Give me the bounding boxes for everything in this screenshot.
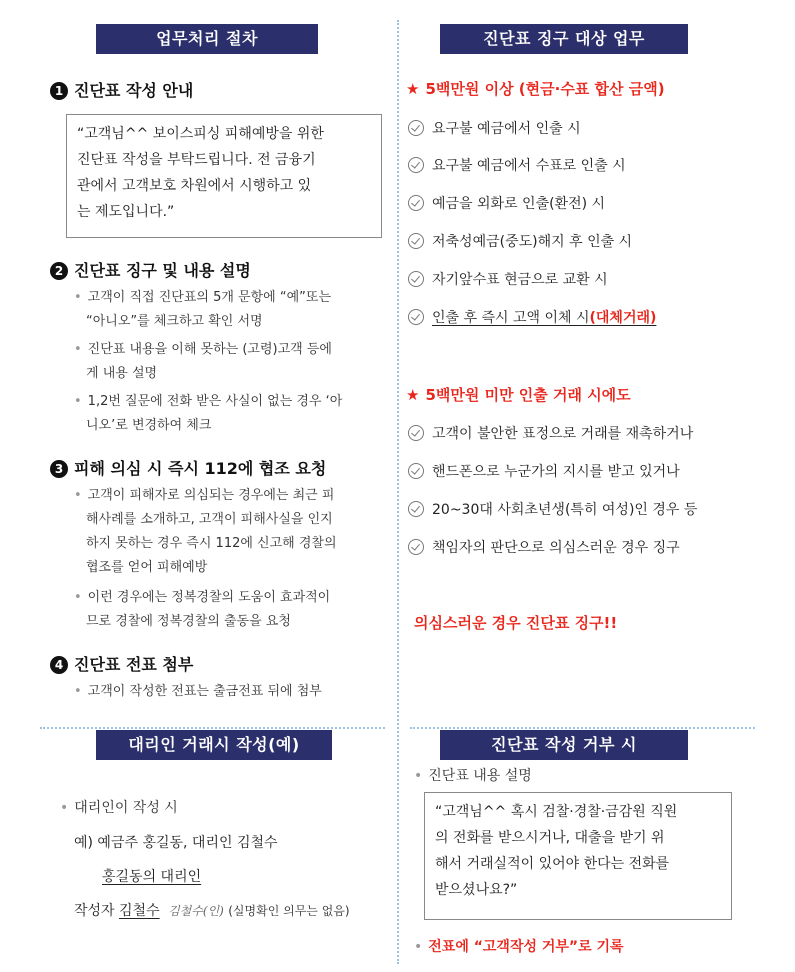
check-circle-icon: [408, 501, 424, 517]
number-4-icon: 4: [50, 656, 68, 674]
section2-title: [50, 258, 251, 281]
check-circle-icon: [408, 195, 424, 211]
over-5m-heading: ★ 5백만원 이상 (현금·수표 합산 금액): [406, 80, 665, 98]
quote-line: 진단표 작성을 부탁드립니다. 전 금융기: [77, 152, 316, 168]
section2-bullet-2: • 진단표 내용을 이해 못하는 (고령)고객 등에 게 내용 설명: [74, 342, 332, 381]
section4-title: [50, 652, 193, 675]
section3-title-text: 피해 의심 시 즉시 112에 협조 요청: [74, 459, 327, 478]
over5m-item-transfer: 인출 후 즉시 고액 이체 시(대체거래): [408, 307, 656, 327]
writer-name: 김철수: [119, 903, 160, 919]
section4-bullet-1: • 고객이 작성한 전표는 출금전표 뒤에 첨부: [74, 684, 322, 699]
check-circle-icon: [408, 120, 424, 136]
quote-line: 해서 거래실적이 있어야 한다는 전화를: [435, 856, 670, 872]
under-5m-heading: ★ 5백만원 미만 인출 거래 시에도: [406, 386, 631, 404]
proxy-note: (실명확인 의무는 없음): [228, 904, 350, 918]
over5m-item: 요구불 예금에서 인출 시: [408, 118, 581, 138]
header-proxy: 대리인 거래시 작성(예): [96, 730, 332, 760]
guide-quote-box: [66, 114, 382, 238]
check-circle-icon: [408, 463, 424, 479]
header-refusal: 진단표 작성 거부 시: [440, 730, 688, 760]
vertical-divider: [397, 20, 399, 964]
over5m-item: 저축성예금(중도)해지 후 인출 시: [408, 231, 632, 251]
over5m-item: 요구불 예금에서 수표로 인출 시: [408, 155, 626, 175]
section2-bullet-3: • 1,2번 질문에 전화 받은 사실이 없는 경우 ‘아 니오’로 변경하여 체크: [74, 394, 343, 433]
number-1-icon: 1: [50, 82, 68, 100]
section1-title-text: 진단표 작성 안내: [74, 81, 194, 100]
horizontal-divider-right: [410, 727, 755, 729]
conclusion-text: 의심스러운 경우 진단표 징구!!: [414, 614, 618, 632]
under5m-item: 핸드폰으로 누군가의 지시를 받고 있거나: [408, 461, 680, 481]
quote-line: 는 제도입니다.”: [77, 204, 175, 220]
section1-title: [50, 78, 193, 101]
header-target: 진단표 징구 대상 업무: [440, 24, 688, 54]
section3-bullet-2: • 이런 경우에는 정복경찰의 도움이 효과적이 므로 경찰에 정복경찰의 출동을 요청: [74, 590, 331, 629]
proxy-bullet: • 대리인이 작성 시: [60, 800, 178, 816]
section4-title-text: 진단표 전표 첨부: [74, 655, 194, 674]
horizontal-divider-left: [40, 727, 385, 729]
under5m-item: 20~30대 사회초년생(특히 여성)인 경우 등: [408, 499, 697, 519]
star-icon: ★: [406, 80, 420, 98]
proxy-writer-line: 작성자 김철수 김철수(인) (실명확인 의무는 없음): [74, 903, 350, 919]
header-procedure: 업무처리 절차: [96, 24, 318, 54]
check-circle-icon: [408, 539, 424, 555]
check-circle-icon: [408, 157, 424, 173]
over5m-item: 자기앞수표 현금으로 교환 시: [408, 269, 608, 289]
quote-line: 관에서 고객보호 차원에서 시행하고 있: [77, 178, 312, 194]
refusal-bullet: • 진단표 내용 설명: [414, 768, 532, 784]
check-circle-icon: [408, 425, 424, 441]
quote-line: “고객님^^ 보이스피싱 피해예방을 위한: [77, 126, 324, 142]
number-2-icon: 2: [50, 262, 68, 280]
section3-title: [50, 456, 326, 479]
quote-line: 받으셨나요?”: [435, 882, 518, 898]
number-3-icon: 3: [50, 460, 68, 478]
quote-line: “고객님^^ 혹시 검찰·경찰·금감원 직원: [435, 804, 678, 820]
over5m-item: 예금을 외화로 인출(환전) 시: [408, 193, 605, 213]
section3-bullet-1: • 고객이 피해자로 의심되는 경우에는 최근 피 해사례를 소개하고, 고객이 피해사실을 인지 하지 못하는 경우 즉시 112에 신고해 경찰의 협조를 얻어 피해예방: [74, 488, 337, 575]
check-circle-icon: [408, 309, 424, 325]
proxy-agent-line: 홍길동의 대리인: [102, 869, 202, 885]
check-circle-icon: [408, 233, 424, 249]
section2-title-text: 진단표 징구 및 내용 설명: [74, 261, 251, 280]
section2-bullet-1: • 고객이 직접 진단표의 5개 문항에 “예”또는 “아니오”를 체크하고 확인 서명: [74, 290, 332, 329]
refusal-record: • 전표에 “고객작성 거부”로 기록: [414, 939, 624, 955]
star-icon: ★: [406, 386, 420, 404]
under5m-item: 책임자의 판단으로 의심스러운 경우 징구: [408, 537, 680, 557]
quote-line: 의 전화를 받으시거나, 대출을 받기 위: [435, 830, 665, 846]
signature: 김철수(인): [168, 904, 224, 918]
refusal-quote-box: [424, 792, 732, 920]
check-circle-icon: [408, 271, 424, 287]
under5m-item: 고객이 불안한 표정으로 거래를 재촉하거나: [408, 423, 693, 443]
proxy-example: 예) 예금주 홍길동, 대리인 김철수: [74, 835, 278, 851]
